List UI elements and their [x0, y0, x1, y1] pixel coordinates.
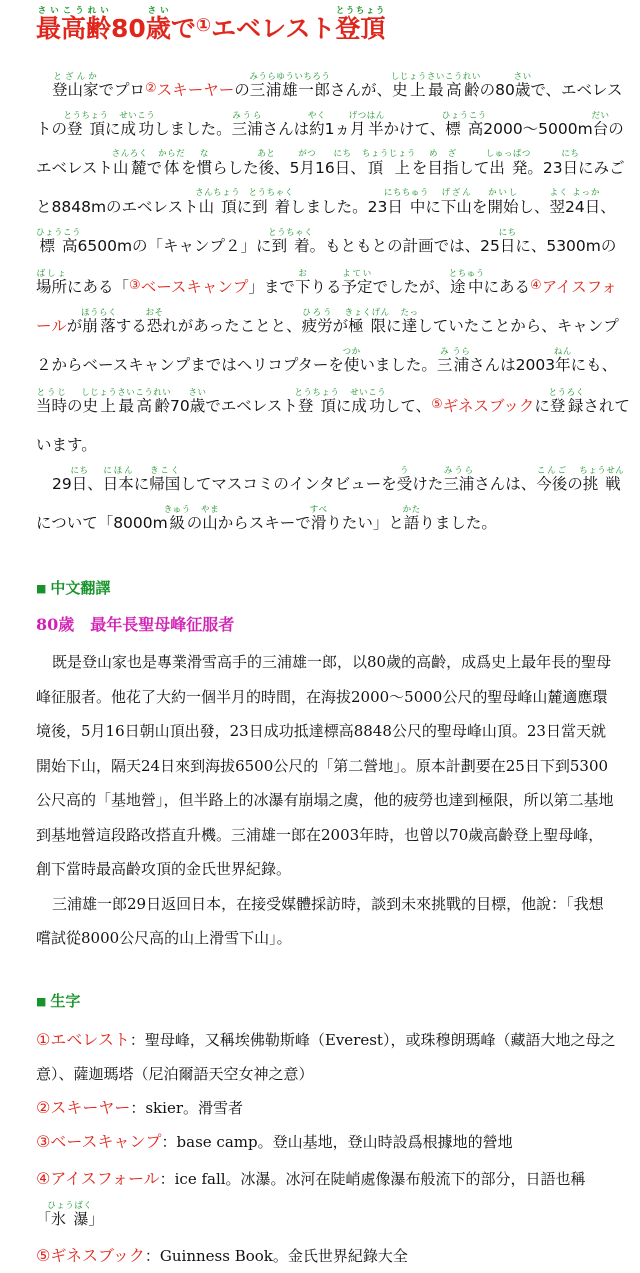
section-vocab-heading: ■ 生字 — [36, 991, 81, 1010]
zh-paragraph-1: 既是登山家也是專業滑雪高手的三浦雄一郎，以80歲的高齡，成爲史上最年長的聖母峰征服者。他花了大約一個半月的時間，在海拔2000～5000公尺的聖母峰山麓適應環境後，5月16日朝山頂出發，23日成功抵達標高8848公尺的聖母峰山頂。23日當天就開始下山，隔天24日來到海拔6500公尺的「第二營地」。原本計劃要在25日下到5300公尺高的「基地營」，但半路上的冰瀑有崩塌之虞，他的疲勞也達到極限，所以第二基地到基地營這段路改搭直升機。三浦雄一郎在2003年時，也曾以70歲高齡登上聖母峰，創下當時最高齡攻頂的金氏世界紀錄。 — [36, 653, 614, 878]
bullet-square-icon: ■ — [36, 582, 47, 595]
vocab-item: ①エベレスト：聖母峰，又稱埃佛勒斯峰（Everest），或珠穆朗瑪峰（藏語大地之母之意）、薩迦瑪塔（尼泊爾語天空女神之意） — [36, 1029, 616, 1083]
term-base-camp: ベースキャンプ — [140, 278, 249, 296]
chinese-translation — [36, 645, 632, 956]
title-marker: ① — [195, 15, 212, 36]
section-translation-heading: ■ 中文翻譯 — [36, 579, 111, 597]
vocab-item: ⑤ギネスブック：Guinness Book。金氏世界紀錄大全 — [36, 1245, 408, 1265]
zh-paragraph-2: 三浦雄一郎29日返回日本，在接受媒體採訪時，談到未來挑戰的目標，他說：「我想嚐試從8000公尺高的山上滑雪下山」。 — [36, 894, 604, 947]
title-ruby-2: 歳さい — [145, 6, 171, 43]
vocab-item: ④アイスフォール：ice fall。冰瀑。冰河在陡峭處像瀑布般流下的部分，日語也稱「氷瀑ひょうばく」 — [36, 1168, 586, 1228]
vocab-list — [36, 1023, 632, 1273]
term-icefall: アイスフォール — [36, 278, 617, 335]
term-guinness: ギネスブック — [442, 397, 535, 415]
jp-paragraph-1: 登山家とざんかでプロ②スキーヤーの三浦雄一郎みうらゆういちろうさんが、史上最高齢しじょうさいこうれいの80歳さいで、エベレストの登頂とうちょうに成功せいこうしました。三浦みうらさんは約やく1ヵ月半げつはんかけて、標高ひょうこう2000〜5000m台だいのエベレスト山麓さんろくで体からだを慣ならした後あと、5月がつ16日にち、頂上ちょうじょうを目指め ざして出発しゅっぱつ。23日にちにみごと8848mのエベレスト山頂さんちょうに到着とうちゃくしました。23日中にちちゅうに下山げざんを開始かいしし、翌24日よく よっか、標高ひょうこう6500mの「キャンプ２」に到着とうちゃく。もともとの計画では、25日にちに、5300mの場所ばしょにある「③ベースキャンプ」まで下おりる予定よていでしたが、途中とちゅうにある④アイスフォールが崩落ほうらくする恐おそれがあったことと、疲労ひろうが極限きょくげんに達たっしていたことから、キャンプ２からベースキャンプまではヘリコプターを使つかいました。三み浦うらさんは2003年ねんにも、当時とうじの史上最高齢しじょうさいこうれい70歳さいでエベレスト登頂とうちょうに成功せいこうして、⑤ギネスブックに登録とうろくされています。 — [36, 72, 630, 454]
vocab-item: ②スキーヤー：skier。滑雪者 — [36, 1097, 243, 1117]
article-title: 最高齢さいこうれい80歳さいで①エベレスト登頂とうちょう — [36, 6, 386, 43]
marker-3: ③ — [129, 278, 141, 293]
marker-2: ② — [145, 81, 157, 96]
title-ruby-1: 最高齢さいこうれい — [36, 6, 112, 43]
jp-paragraph-2: 29日にち、日本にほんに帰国きこくしてマスコミのインタビューを受うけた三浦みうらさんは、今後こんごの挑戦ちょうせんについて「8000m級きゅうの山やまからスキーで滑すべりたい」と語かたりました。 — [36, 466, 625, 532]
bullet-square-icon: ■ — [36, 994, 47, 1008]
term-skier: スキーヤー — [156, 81, 235, 99]
marker-5: ⑤ — [431, 397, 443, 412]
title-ruby-3: 登頂とうちょう — [335, 6, 386, 43]
japanese-article — [36, 69, 632, 543]
vocab-item: ③ベースキャンプ：base camp。登山基地，登山時設爲根據地的營地 — [36, 1131, 513, 1151]
translation-title: 80歲 最年長聖母峰征服者 — [36, 615, 235, 634]
marker-4: ④ — [530, 278, 542, 293]
